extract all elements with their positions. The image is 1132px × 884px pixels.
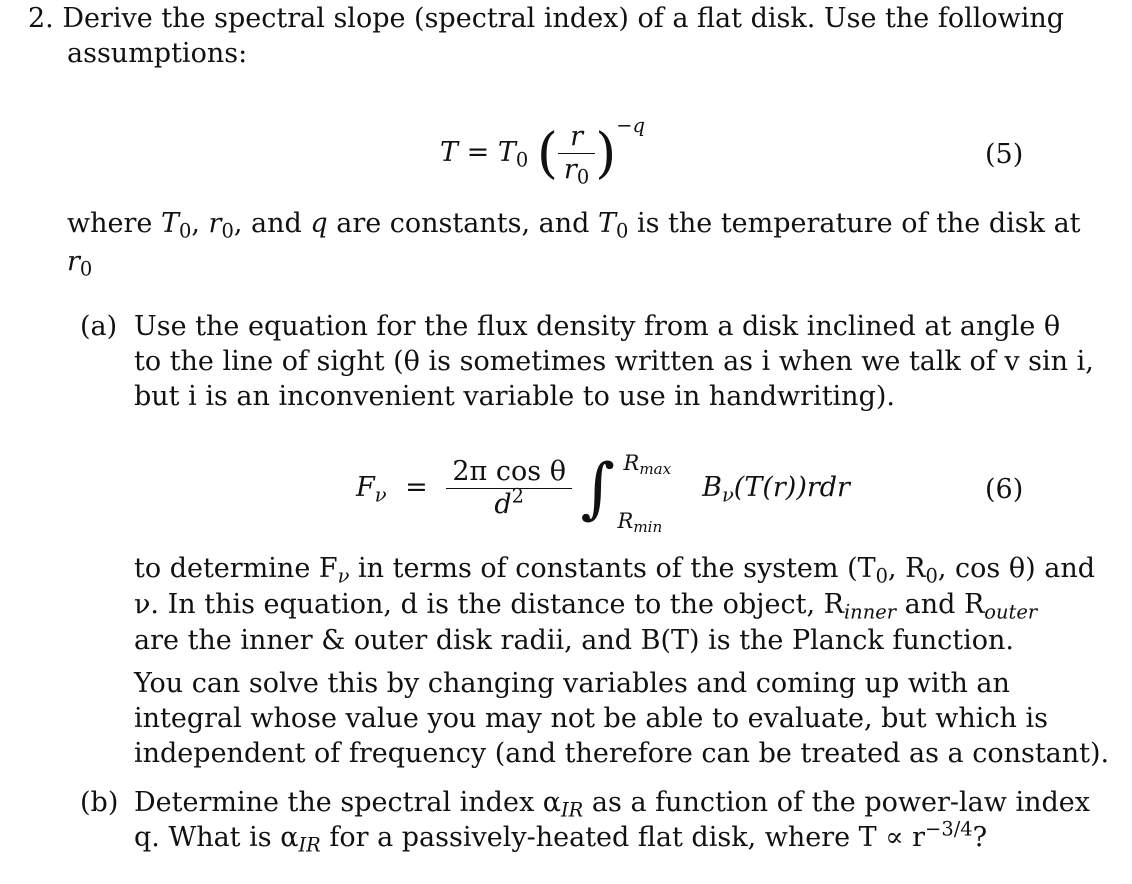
eq5-T0-sub: 0 — [515, 148, 529, 172]
part-a-line3: but i is an inconvenient variable to use in handwriting). — [134, 381, 895, 412]
where-line2-sub: 0 — [79, 257, 93, 281]
eq5-right-paren: ) — [595, 121, 617, 185]
eq6-equals: = — [405, 472, 428, 503]
eq6-integral-sign: ∫ — [580, 449, 615, 527]
pb-l2-sub: IR — [298, 833, 321, 857]
pac-l1-mid: , R — [888, 553, 926, 584]
eq5-fraction — [558, 121, 595, 189]
where-p1: where — [67, 208, 161, 239]
eq6-lhs: F — [356, 472, 375, 503]
where-text-line2 — [67, 245, 92, 279]
eq6-integrand-B: B — [702, 472, 722, 503]
pb-l2a: q. What is α — [134, 822, 299, 853]
eq5-numerator: r — [558, 121, 595, 154]
eq6-den-d: d — [494, 489, 512, 520]
part-a-line1: Use the equation for the flux density from a disk inclined at angle θ — [134, 311, 1061, 342]
equation-5-number: (5) — [985, 139, 1024, 170]
eq6-upper-sub: max — [639, 459, 672, 478]
eq5-equals: = — [466, 137, 490, 168]
eq6-upper-limit — [623, 450, 672, 478]
eq6-lower-sub: min — [633, 517, 663, 536]
problem-title-line2: assumptions: — [67, 38, 248, 69]
pb-l2b: for a passively-heated flat disk, where T ∝ r — [320, 822, 926, 853]
pac-l1: to determine F — [134, 553, 338, 584]
pac-l1-end: , cos θ) and — [937, 553, 1096, 584]
eq5-den-r: r — [563, 154, 577, 185]
equation-6 — [356, 448, 850, 536]
pb-l2c: ? — [972, 822, 988, 853]
where-p4: are constants, and — [327, 208, 598, 239]
pac-l1-sub: ν — [337, 564, 350, 588]
eq6-limits — [617, 450, 694, 536]
eq5-denominator — [558, 154, 595, 189]
where-T0-sub: 0 — [178, 219, 192, 243]
eq5-lhs: T — [440, 137, 459, 168]
eq5-exponent: −q — [616, 114, 645, 138]
equation-5 — [440, 114, 645, 189]
equation-6-number: (6) — [985, 474, 1024, 505]
where-r0-sub: 0 — [221, 219, 234, 243]
where-q: q — [310, 208, 328, 239]
eq6-integrand-sub: ν — [721, 483, 734, 507]
part-a-cont-line2 — [134, 588, 1037, 622]
pac-l2-sub2: outer — [984, 600, 1038, 624]
part-a-label: (a) — [80, 311, 118, 342]
eq6-lower-limit — [617, 508, 663, 536]
pac-l1-sub3: 0 — [925, 564, 938, 588]
eq6-lhs-sub: ν — [374, 483, 387, 507]
part-a-cont-line5: integral whose value you may not be able to evaluate, but which is — [134, 703, 1048, 734]
part-b-line1 — [134, 786, 1090, 820]
part-a-cont-line1 — [134, 552, 1095, 586]
problem-heading — [28, 2, 1064, 36]
where-T0b-sub: 0 — [616, 219, 629, 243]
where-T0: T — [160, 208, 179, 239]
pb-l1a: Determine the spectral index α — [134, 787, 561, 818]
problem-number: 2. — [28, 3, 54, 34]
pb-l2-sup: −3/4 — [925, 817, 973, 841]
where-p5: is the temperature of the disk at — [628, 208, 1081, 239]
eq6-fraction — [446, 456, 572, 521]
where-line2-r: r — [67, 246, 80, 277]
eq6-denominator — [446, 484, 572, 521]
part-a-cont-line3: are the inner & outer disk radii, and B(T) is the Planck function. — [134, 625, 1014, 656]
eq6-upper-R: R — [623, 450, 640, 475]
part-a-cont-line6: independent of frequency (and therefore can be treated as a constant). — [134, 738, 1110, 769]
pac-l2a: ν. In this equation, d is the distance to the object, R — [134, 589, 844, 620]
pac-l1-rest: in terms of constants of the system (T — [349, 553, 876, 584]
pac-l2-sub1: inner — [843, 600, 897, 624]
eq5-T0: T — [497, 137, 516, 168]
eq6-numerator: 2π cos θ — [446, 456, 572, 489]
where-p3: , and — [233, 208, 311, 239]
part-b-label: (b) — [80, 787, 119, 818]
pac-l2b: and R — [896, 589, 985, 620]
pac-l1-sub2: 0 — [875, 564, 889, 588]
eq6-integrand-rest: (T(r))rdr — [733, 472, 850, 503]
part-a-line2: to the line of sight (θ is sometimes written as i when we talk of v sin i, — [134, 346, 1094, 377]
eq5-den-sub: 0 — [576, 165, 590, 189]
part-a-cont-line4: You can solve this by changing variables and coming up with an — [134, 668, 1010, 699]
where-text-line1 — [67, 207, 1081, 241]
where-r0: r — [208, 208, 222, 239]
pb-l1-sub: IR — [561, 798, 584, 822]
eq5-left-paren: ( — [536, 121, 558, 185]
where-T0b: T — [597, 208, 616, 239]
part-b-line2 — [134, 817, 988, 857]
problem-title-line1: Derive the spectral slope (spectral index) of a flat disk. Use the following — [62, 3, 1065, 34]
eq6-den-sup: 2 — [511, 484, 524, 508]
where-p2: , — [191, 208, 209, 239]
eq6-lower-R: R — [617, 508, 634, 533]
pb-l1b: as a function of the power-law index — [583, 787, 1090, 818]
